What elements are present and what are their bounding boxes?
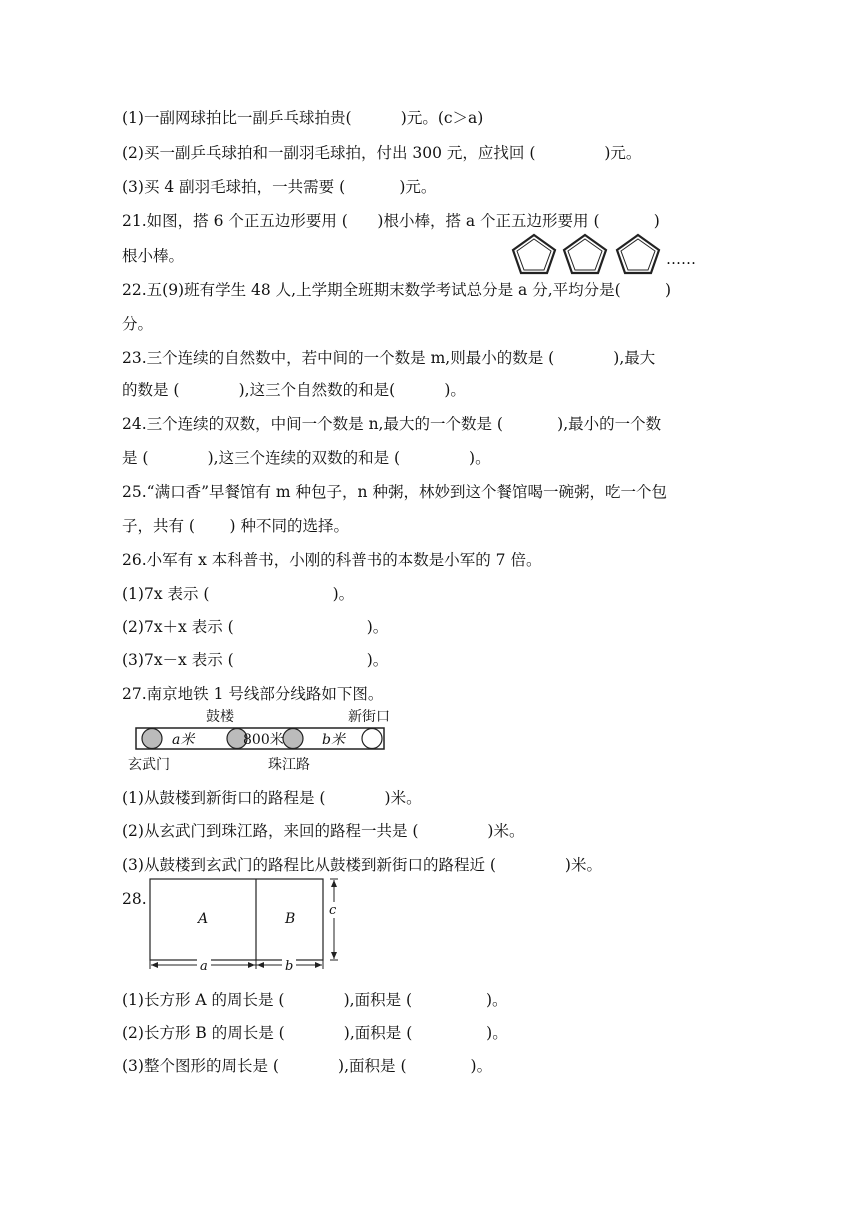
q23-line2: 的数是 ( ),这三个自然数的和是( )。 [122,381,466,399]
q28-sub1: (1)长方形 A 的周长是 ( ),面积是 ( )。 [122,991,508,1009]
q28-sub2: (2)长方形 B 的周长是 ( ),面积是 ( )。 [122,1024,508,1042]
q27-stem: 27.南京地铁 1 号线部分线路如下图。 [122,685,384,703]
dim-c-label: c [329,903,337,918]
q27-sub1: (1)从鼓楼到新街口的路程是 ( )米。 [122,789,422,807]
q23-line1: 23.三个连续的自然数中，若中间的一个数是 m,则最小的数是 ( ),最大 [122,349,656,367]
whole-rectangle [150,879,323,960]
rectangle-figure [145,874,355,978]
q24-line2: 是 ( ),这三个连续的双数的和是 ( )。 [122,449,491,467]
station-xinjiekou [362,729,382,749]
q20-sub2: (2)买一副乒乓球拍和一副羽毛球拍，付出 300 元，应找回 ( )元。 [122,144,642,162]
rect-a-label: A [198,911,209,927]
q20-sub3: (3)买 4 副羽毛球拍，一共需要 ( )元。 [122,178,437,196]
q22-line2: 分。 [122,315,154,333]
label-xuanwumen: 玄武门 [128,757,170,773]
segment-b: b米 [322,732,345,748]
segment-800: 800米 [243,732,284,748]
pentagon-3 [617,235,659,273]
label-xinjiekou: 新街口 [348,709,390,725]
q26-sub3: (3)7x－x 表示 ( )。 [122,651,389,669]
dim-a-label: a [200,959,208,974]
label-zhujianglu: 珠江路 [268,757,310,773]
pentagon-1 [513,235,555,273]
q25-line2: 子，共有 ( ) 种不同的选择。 [122,517,349,535]
q20-sub1: (1)一副网球拍比一副乒乓球拍贵( )元。(c＞a) [122,109,484,127]
q28-sub3: (3)整个图形的周长是 ( ),面积是 ( )。 [122,1057,493,1075]
segment-a: a米 [172,732,195,748]
q26-sub2: (2)7x＋x 表示 ( )。 [122,618,389,636]
subway-figure [126,705,406,775]
station-xuanwumen [142,729,162,749]
q21-line1: 21.如图，搭 6 个正五边形要用 ( )根小棒，搭 a 个正五边形要用 ( ) [122,212,660,230]
q26-sub1: (1)7x 表示 ( )。 [122,585,355,603]
q27-sub2: (2)从玄武门到珠江路，来回的路程一共是 ( )米。 [122,822,525,840]
q27-sub3: (3)从鼓楼到玄武门的路程比从鼓楼到新街口的路程近 ( )米。 [122,856,602,874]
label-gulou: 鼓楼 [206,709,234,725]
q25-line1: 25.“满口香”早餐馆有 m 种包子，n 种粥，林妙到这个餐馆喝一碗粥，吃一个包 [122,483,667,501]
ellipsis: …… [666,250,696,268]
station-zhujianglu [283,729,303,749]
pentagon-figure [508,232,708,276]
q26-stem: 26.小军有 x 本科普书，小刚的科普书的本数是小军的 7 倍。 [122,551,542,569]
q24-line1: 24.三个连续的双数，中间一个数是 n,最大的一个数是 ( ),最小的一个数 [122,415,662,433]
q22-line1: 22.五(9)班有学生 48 人,上学期全班期末数学考试总分是 a 分,平均分是( ) [122,281,672,299]
q28-number: 28. [122,890,147,908]
pentagon-2 [564,235,606,273]
dim-b-label: b [285,959,294,974]
q21-line2: 根小棒。 [122,247,185,265]
rect-b-label: B [285,911,296,927]
